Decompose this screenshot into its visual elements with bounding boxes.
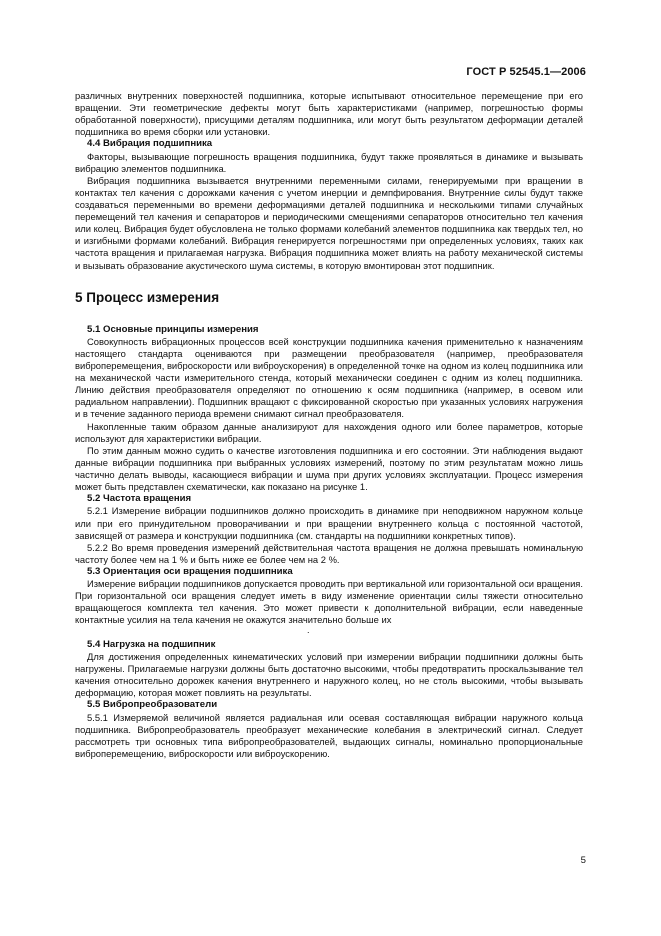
section-5-4-heading: 5.4 Нагрузка на подшипник [87,638,216,650]
section-5-2-2-paragraph: 5.2.2 Во время проведения измерений действительная частота вращения не должна превышать номинальную частоту более чем на 1 % и быть ниже ее более чем на 2 %. [75,541,583,565]
section-5-5-heading: 5.5 Вибропреобразователи [87,699,218,711]
standard-header: ГОСТ Р 52545.1—2006 [466,66,586,78]
section-5-1-paragraph-1: Совокупность вибрационных процессов всей конструкции подшипника качения применительно к назначениям настоящего стандарта оцениваются при размещении преобразователя (например, преобразователя виброперемещения, виброскорости или виброускорения) в определенной точке на одном из колец подшипника или на механической части измерительного стенда, который механически соединен с одним из колец подшипника. Линию действия преобразователя определяют по отношению к осям подшипника (например, в осевом или радиальном направлении). Подшипник вращают с фиксированной скоростью при указанных условиях нагружения и в течение заданного периода времени снимают сигнал преобразователя. [75,335,583,420]
section-5-5-1-paragraph: 5.5.1 Измеряемой величиной является радиальная или осевая составляющая вибрации наружного кольца подшипника. Вибропреобразователь преобразует механические колебания в электрический сигнал. Следует рассмотреть три основных типа вибропреобразователей, выдающих сигналы, номинально пропорциональные виброперемещению, виброскорости или виброускорению. [75,711,583,759]
section-5-2-1-paragraph: 5.2.1 Измерение вибрации подшипников должно происходить в динамике при неподвижном наружном кольце или при его принудительном проворачивании и при вращении внутреннего кольца с постоянной частотой, зависящей от размера и конструкции подшипника (см. стандарты на подшипники конкретных типов). [75,505,583,541]
section-4-4-heading: 4.4 Вибрация подшипника [87,138,213,150]
continued-paragraph: различных внутренних поверхностей подшипника, которые испытывают относительное перемещение при его вращении. Эти геометрические дефекты могут быть характеристиками (например, погрешностью формы обработанной поверхности), присущими деталям подшипника, или могут быть результатом деформации деталей подшипника во время сборки или установки. [75,90,583,138]
section-5-1-paragraph-3: По этим данным можно судить о качестве изготовления подшипника и его состоянии. Эти наблюдения выдают данные вибрации подшипника при выбранных условиях измерений, поэтому по этим результатам можно лишь частично делать выводы, касающиеся вибрации и шума при других условиях эксплуатации. Процесс измерения может быть представлен схематически, как показано на рисунке 1. [75,444,583,493]
section-5-heading: 5 Процесс измерения [75,289,220,305]
section-5-4-paragraph: Для достижения определенных кинематических условий при измерении вибрации подшипники должны быть нагружены. Прилагаемые нагрузки должны быть достаточно высокими, чтобы предотвратить проскальзывание тел качения относительно дорожек качения внутреннего и наружного колец, но не столь высокими, чтобы вызывать деформацию, которая может повлиять на результаты. [75,650,583,699]
section-5-1-paragraph-2: Накопленные таким образом данные анализируют для нахождения одного или более параметров, которые используют для характеристики вибрации. [75,420,583,444]
stray-period: . [307,624,310,635]
section-5-2-heading: 5.2 Частота вращения [87,493,192,505]
section-5-1-heading: 5.1 Основные принципы измерения [87,323,259,335]
page-body [75,90,583,760]
section-5-3-paragraph: Измерение вибрации подшипников допускается проводить при вертикальной или горизонтальной оси вращения. При горизонтальной оси вращения следует иметь в виду изменение ориентации силы тяжести относительно вращающегося комплекта тел качения. Это может привести к дополнительной вибрации, если наведенные контактные усилия на тела качения не окажутся значительно больше их [75,578,583,626]
page-number: 5 [580,855,586,866]
section-4-4-paragraph-2: Вибрация подшипника вызывается внутренними переменными силами, генерируемыми при вращении в контактах тел качения с дорожками качения с учетом инерции и демпфирования. Внутренние силы будут также создаваться переменными во времени деформациями деталей подшипника и несколькими типами случайных перемещений тел качения и сепараторов и периодическими смещениями сепараторов относительно тел качения или колец. Вибрация будет обусловлена не только формами колебаний элементов подшипника как твердых тел, но и изгибными формами колебаний. Вибрация генерируется погрешностями при определенных условиях, таких как частота вращения и прилагаемая нагрузка. Вибрация подшипника может влиять на работу механической системы и вызывать образование акустического шума системы, в которую вмонтирован этот подшипник. [75,174,583,271]
section-5-3-heading: 5.3 Ориентация оси вращения подшипника [87,565,293,577]
section-4-4-paragraph-1: Факторы, вызывающие погрешность вращения подшипника, будут также проявляться в динамике и вызывать вибрацию элементов подшипника. [75,150,583,174]
